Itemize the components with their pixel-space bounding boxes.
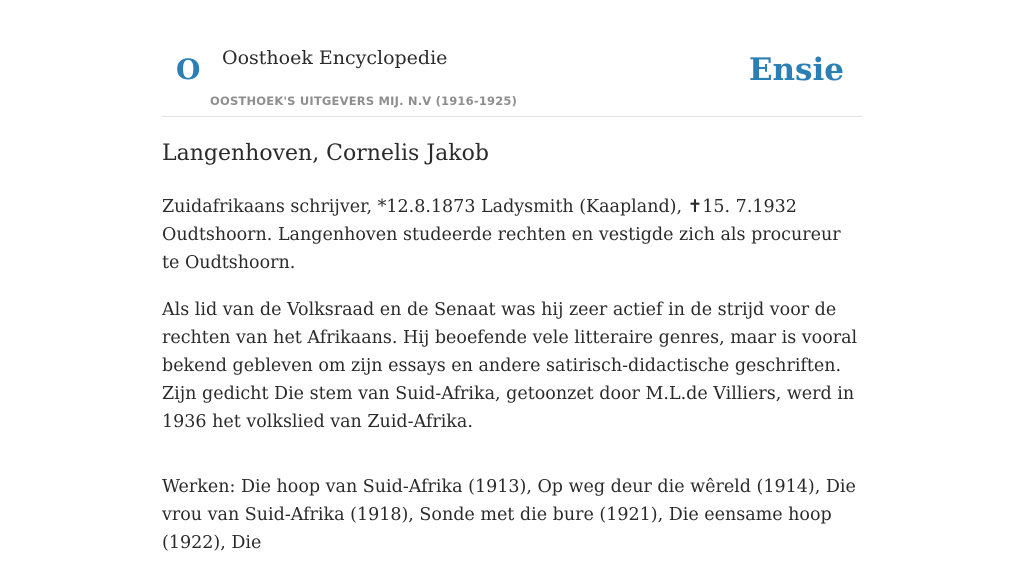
article-title: Langenhoven, Cornelis Jakob — [162, 141, 489, 166]
article-paragraph-career: Als lid van de Volksraad en de Senaat was hij zeer actief in de strijd voor de rechten van het Afrikaans. Hij beoefende vele litteraire genres, maar is vooral bekend gebleven om zijn essays en andere satirisch-didactische geschriften. Zijn gedicht Die stem van Suid-Afrika, getoonzet door M.L.de Villiers, werd in 1936 het volkslied van Zuid-Afrika. — [162, 300, 858, 432]
article-paragraph-works: Werken: Die hoop van Suid-Afrika (1913), Op weg deur die wêreld (1914), Die vrou van Suid-Afrika (1918), Sonde met die bure (1921), Die eensame hoop (1922), Die — [162, 477, 856, 553]
ensie-logo[interactable]: Ensie — [748, 52, 844, 88]
source-header — [162, 0, 862, 117]
source-publisher: OOSTHOEK'S UITGEVERS MIJ. N.V (1916-1925) — [210, 94, 518, 108]
article — [162, 137, 862, 576]
source-title: Oosthoek Encyclopedie — [222, 47, 448, 69]
source-logo[interactable]: O — [176, 53, 201, 86]
article-paragraph-intro: Zuidafrikaans schrijver, *12.8.1873 Ladysmith (Kaapland), ✝15. 7.1932 Oudtshoorn. Langenhoven studeerde rechten en vestigde zich als procureur te Oudtshoorn. — [162, 197, 841, 273]
